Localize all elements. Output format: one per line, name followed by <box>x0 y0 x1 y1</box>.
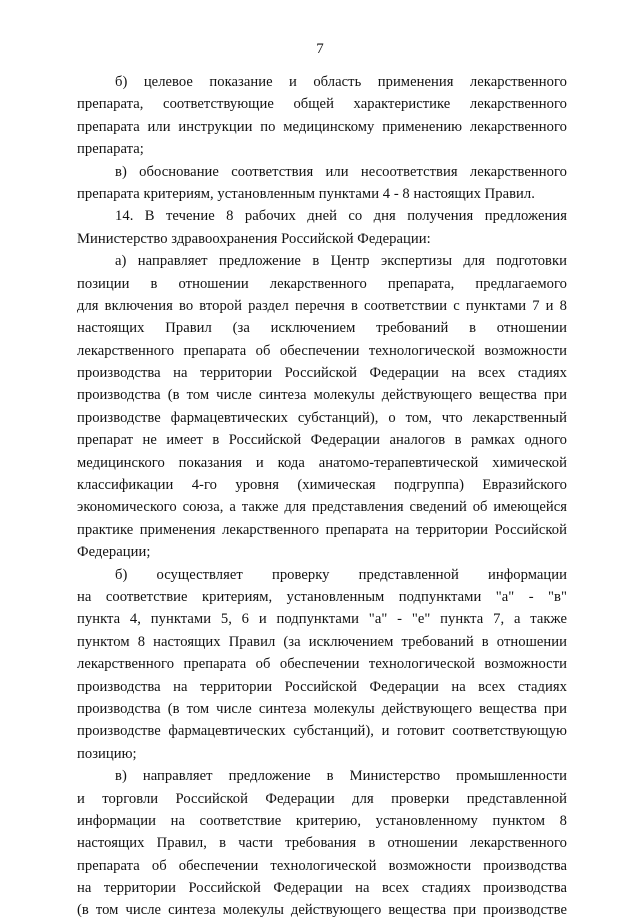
text-line: практике применения лекарственного препарата на территории Российской <box>77 521 567 538</box>
text-line: и торговли Российской Федерации для проверки представленной <box>77 790 567 807</box>
text-line: настоящих Правил (за исключением требований в отношении <box>77 320 567 337</box>
text-line: Федерации; <box>77 544 151 561</box>
document-body <box>77 71 567 922</box>
text-line: препарат не имеет в Российской Федерации аналогов в рамках одного <box>77 432 567 449</box>
text-line: б) осуществляет проверку представленной информации <box>115 566 567 583</box>
text-line: производстве фармацевтических субстанций), о том, что лекарственный <box>77 409 567 426</box>
text-line: для включения во второй раздел перечня в соответствии с пунктами 7 и 8 <box>77 297 567 314</box>
text-line: в) направляет предложение в Министерство промышленности <box>115 768 567 785</box>
text-line: препарата, соответствующие общей характеристике лекарственного <box>77 96 567 113</box>
text-line: лекарственного препарата об обеспечении технологической возможности <box>77 656 567 673</box>
text-line: на соответствие критериям, установленным подпунктами "а" - "в" <box>77 588 567 605</box>
text-line: на территории Российской Федерации на всех стадиях производства <box>77 880 567 897</box>
text-line: позицию; <box>77 745 137 762</box>
text-line: б) целевое показание и область применения лекарственного <box>115 74 567 90</box>
text-line: экономического союза, а также для представления сведений об имеющейся <box>77 499 567 516</box>
text-line: производства на территории Российской Федерации на всех стадиях <box>77 365 567 382</box>
text-line: (в том числе синтеза молекулы действующего вещества при производстве <box>77 902 567 919</box>
text-line: препарата; <box>77 141 144 158</box>
text-line: пунктом 8 настоящих Правил (за исключением требований в отношении <box>77 633 567 650</box>
text-line: препарата критериям, установленным пунктами 4 - 8 настоящих Правил. <box>77 185 535 202</box>
text-line: препарата об обеспечении технологической возможности производства <box>77 857 567 874</box>
text-line: препарата или инструкции по медицинскому применению лекарственного <box>77 118 567 135</box>
text-line: позиции в отношении лекарственного препарата, предлагаемого <box>77 275 567 292</box>
text-line: производства на территории Российской Федерации на всех стадиях <box>77 678 567 695</box>
text-line: производства (в том числе синтеза молекулы действующего вещества при <box>77 700 567 717</box>
text-line: в) обоснование соответствия или несоответствия лекарственного <box>115 163 567 180</box>
text-line: пункта 4, пунктами 5, 6 и подпунктами "а" - "е" пункта 7, а также <box>77 611 567 628</box>
text-line: настоящих Правил, в части требования в отношении лекарственного <box>77 835 567 852</box>
text-line: производства (в том числе синтеза молекулы действующего вещества при <box>77 387 567 404</box>
text-line: Министерство здравоохранения Российской Федерации: <box>77 230 431 247</box>
text-line: 14. В течение 8 рабочих дней со дня получения предложения <box>115 208 567 225</box>
text-line: информации на соответствие критерию, установленному пунктом 8 <box>77 812 567 829</box>
text-line: классификации 4-го уровня (химическая подгруппа) Евразийского <box>77 477 567 494</box>
text-line: лекарственного препарата об обеспечении технологической возможности <box>77 342 567 359</box>
text-line: производстве фармацевтических субстанций), и готовит соответствующую <box>77 723 567 740</box>
text-line: а) направляет предложение в Центр экспертизы для подготовки <box>115 253 567 270</box>
text-line: медицинского показания и кода анатомо-терапевтической химической <box>77 454 567 471</box>
page-number: 7 <box>316 41 324 57</box>
